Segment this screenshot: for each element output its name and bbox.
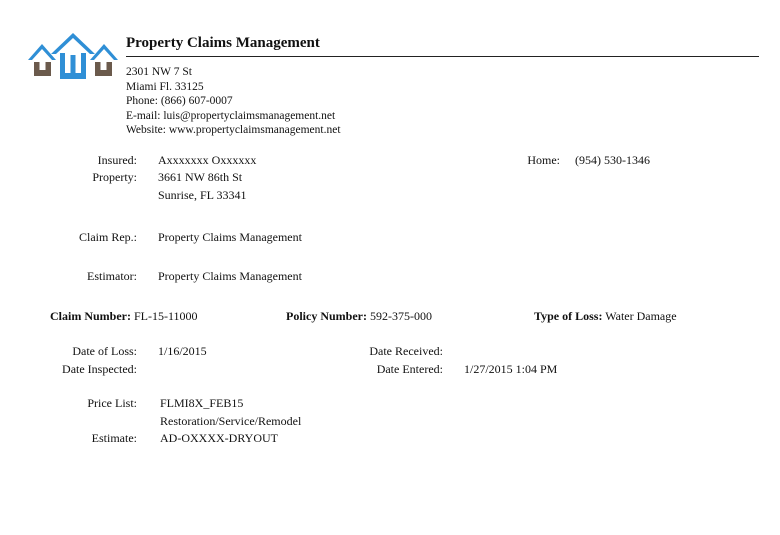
- claim-rep-value: Property Claims Management: [158, 230, 302, 244]
- price-list-detail: Restoration/Service/Remodel: [160, 414, 302, 428]
- company-address-line2: Miami Fl. 33125: [126, 80, 204, 93]
- property-address-line1: 3661 NW 86th St: [158, 170, 243, 184]
- loss-type-label: Type of Loss:: [534, 309, 603, 323]
- claim-number: [50, 309, 198, 324]
- claim-number-value: FL-15-11000: [134, 309, 198, 323]
- company-name: Property Claims Management: [126, 35, 320, 51]
- company-phone: Phone: (866) 607-0007: [126, 95, 233, 107]
- insured-label: Insured:: [97, 153, 137, 167]
- company-email: E-mail: luis@propertyclaimsmanagement.net: [126, 109, 336, 122]
- houses-logo-icon: [27, 33, 119, 79]
- policy-number: [286, 309, 432, 324]
- loss-type: [534, 309, 677, 324]
- date-received-label: Date Received:: [369, 344, 443, 358]
- company-address-line1: 2301 NW 7 St: [126, 66, 192, 78]
- date-inspected-label: Date Inspected:: [62, 362, 137, 376]
- date-of-loss-value: 1/16/2015: [158, 344, 207, 358]
- property-label: Property:: [92, 170, 137, 184]
- estimate-label: Estimate:: [91, 431, 137, 445]
- company-logo: [27, 33, 119, 79]
- insured-value: Axxxxxxx Oxxxxxx: [158, 153, 257, 167]
- estimate-value: AD-OXXXX-DRYOUT: [160, 431, 278, 445]
- estimator-value: Property Claims Management: [158, 269, 302, 283]
- date-entered-value: 1/27/2015 1:04 PM: [464, 362, 558, 376]
- header-divider: [126, 56, 759, 57]
- home-phone-value: (954) 530-1346: [575, 153, 650, 167]
- date-of-loss-label: Date of Loss:: [72, 344, 137, 358]
- home-phone-label: Home:: [527, 153, 560, 167]
- date-entered-label: Date Entered:: [376, 362, 443, 376]
- price-list-value: FLMI8X_FEB15: [160, 396, 244, 410]
- loss-type-value: Water Damage: [605, 309, 677, 323]
- property-address-line2: Sunrise, FL 33341: [158, 188, 247, 202]
- policy-number-label: Policy Number:: [286, 309, 367, 323]
- price-list-label: Price List:: [87, 396, 137, 410]
- estimator-label: Estimator:: [87, 269, 137, 283]
- claim-number-label: Claim Number:: [50, 309, 131, 323]
- policy-number-value: 592-375-000: [369, 309, 432, 323]
- company-website: Website: www.propertyclaimsmanagement.net: [126, 124, 341, 136]
- claim-rep-label: Claim Rep.:: [79, 230, 137, 244]
